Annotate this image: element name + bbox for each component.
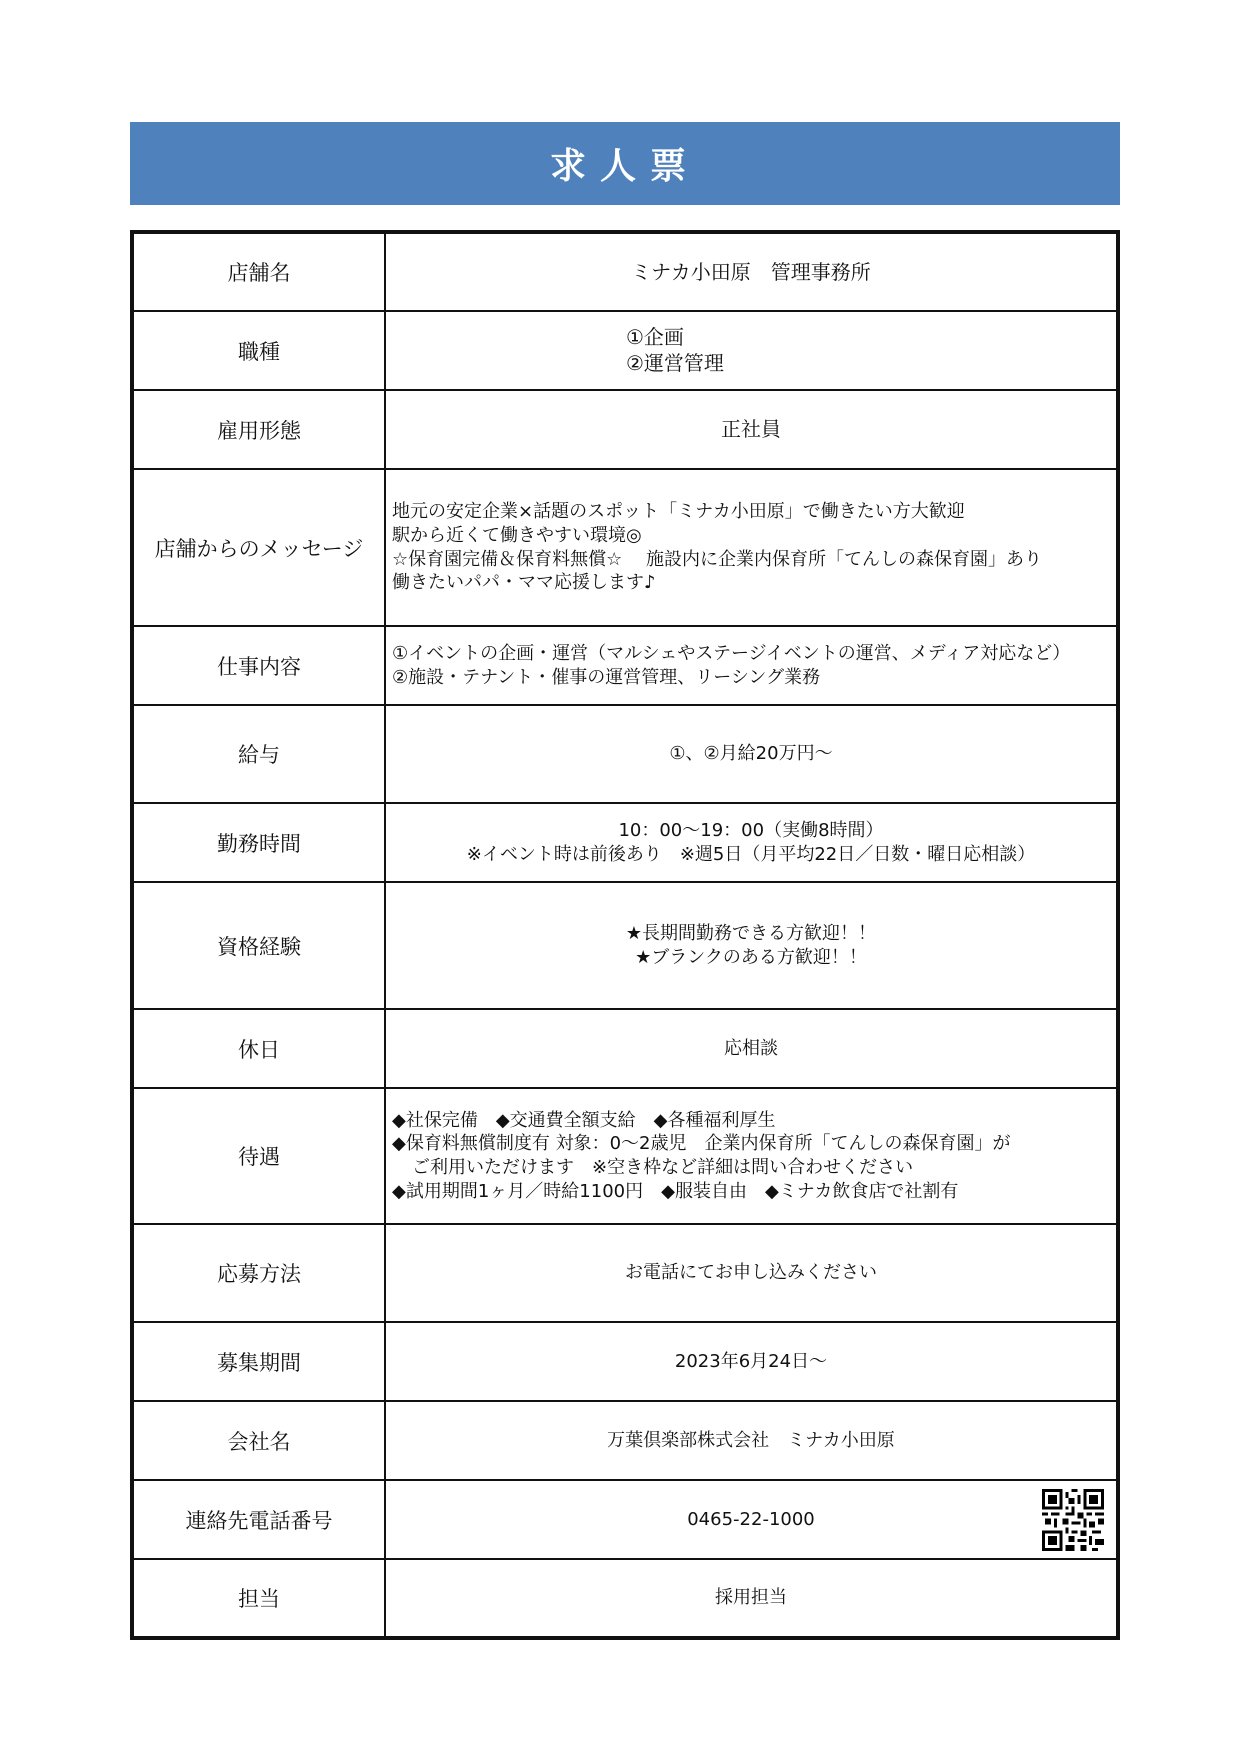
row-contact [132, 1559, 1118, 1638]
value-shop-name: ミナカ小田原 管理事務所 [385, 232, 1118, 311]
value-phone: 0465-22-1000 [687, 1508, 815, 1530]
row-holiday [132, 1009, 1118, 1088]
row-phone [132, 1480, 1118, 1559]
work-line: ①イベントの企画・運営（マルシェやステージイベントの運営、メディア対応など） [392, 642, 1071, 664]
label-salary: 給与 [132, 705, 385, 803]
message-line: 駅から近くて働きやすい環境◎ [392, 524, 642, 546]
qualification-line: ★ブランクのある方歓迎！！ [635, 946, 867, 968]
label-employment: 雇用形態 [132, 390, 385, 469]
hours-line: ※イベント時は前後あり ※週5日（月平均22日／日数・曜日応相談） [466, 843, 1036, 865]
hours-line: 10：00～19：00（実働8時間） [618, 819, 884, 841]
value-apply: お電話にてお申し込みください [385, 1224, 1118, 1322]
label-benefits: 待遇 [132, 1088, 385, 1224]
value-hours [385, 803, 1118, 882]
qr-code-icon[interactable] [1042, 1489, 1104, 1551]
label-phone: 連絡先電話番号 [132, 1480, 385, 1559]
row-period [132, 1322, 1118, 1401]
value-holiday: 応相談 [385, 1009, 1118, 1088]
job-type-item: ②運営管理 [626, 351, 724, 376]
benefits-line: ご利用いただけます ※空き枠など詳細は問い合わせください [412, 1157, 914, 1178]
value-message [385, 469, 1118, 626]
value-period: 2023年6月24日～ [385, 1322, 1118, 1401]
row-job-type [132, 311, 1118, 390]
value-phone-cell [385, 1480, 1118, 1559]
value-qualification [385, 882, 1118, 1009]
label-apply: 応募方法 [132, 1224, 385, 1322]
value-employment: 正社員 [385, 390, 1118, 469]
label-company: 会社名 [132, 1401, 385, 1480]
row-salary [132, 705, 1118, 803]
row-hours [132, 803, 1118, 882]
label-period: 募集期間 [132, 1322, 385, 1401]
message-line: 働きたいパパ・ママ応援します♪ [392, 572, 656, 594]
message-line: 地元の安定企業×話題のスポット「ミナカ小田原」で働きたい方大歓迎 [392, 501, 965, 522]
row-message [132, 469, 1118, 626]
row-apply [132, 1224, 1118, 1322]
row-shop-name [132, 232, 1118, 311]
value-company: 万葉倶楽部株式会社 ミナカ小田原 [385, 1401, 1118, 1480]
value-benefits [385, 1088, 1118, 1224]
benefits-line: ◆社保完備 ◆交通費全額支給 ◆各種福利厚生 [392, 1109, 776, 1131]
job-type-item: ①企画 [626, 325, 684, 350]
label-work: 仕事内容 [132, 626, 385, 705]
label-message: 店舗からのメッセージ [132, 469, 385, 626]
label-job-type: 職種 [132, 311, 385, 390]
job-posting-table [130, 230, 1120, 1640]
benefits-line: ◆試用期間1ヶ月／時給1100円 ◆服装自由 ◆ミナカ飲食店で社割有 [392, 1180, 959, 1202]
message-line: ☆保育園完備＆保育料無償☆ 施設内に企業内保育所「てんしの森保育園」あり [392, 548, 1042, 570]
row-benefits [132, 1088, 1118, 1224]
value-work [385, 626, 1118, 705]
row-work [132, 626, 1118, 705]
row-qualification [132, 882, 1118, 1009]
label-shop-name: 店舗名 [132, 232, 385, 311]
value-job-type [385, 311, 1118, 390]
benefits-line: ◆保育料無償制度有 対象：0～2歳児 企業内保育所「てんしの森保育園」が [392, 1133, 1011, 1155]
work-line: ②施設・テナント・催事の運営管理、リーシング業務 [392, 666, 821, 688]
qualification-line: ★長期間勤務できる方歓迎！！ [625, 922, 877, 944]
row-employment [132, 390, 1118, 469]
label-holiday: 休日 [132, 1009, 385, 1088]
label-hours: 勤務時間 [132, 803, 385, 882]
label-qualification: 資格経験 [132, 882, 385, 1009]
row-company [132, 1401, 1118, 1480]
label-contact: 担当 [132, 1559, 385, 1638]
page-title: 求人票 [130, 122, 1120, 205]
value-contact: 採用担当 [385, 1559, 1118, 1638]
value-salary: ①、②月給20万円～ [385, 705, 1118, 803]
